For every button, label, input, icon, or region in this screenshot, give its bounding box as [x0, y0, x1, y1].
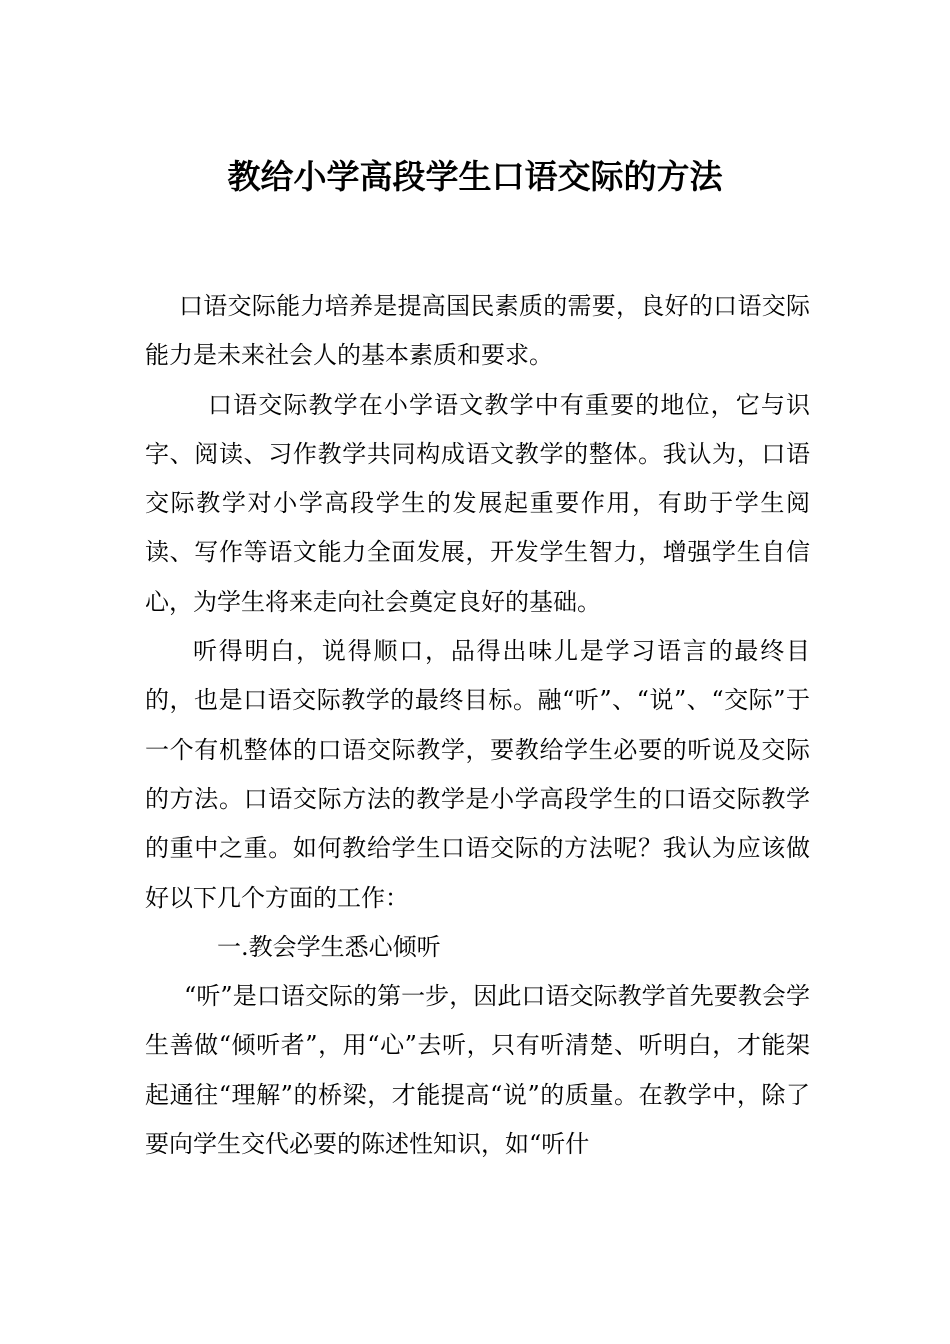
paragraph-4: “听”是口语交际的第一步，因此口语交际教学首先要教会学生善做“倾听者”，用“心”去听，只有听清楚、听明白，才能架起通往“理解”的桥梁，才能提高“说”的质量。在教学中，除了要向学生交代必要的陈述性知识，如“听什	[145, 982, 810, 1159]
paragraph-3: 听得明白，说得顺口，品得出味儿是学习语言的最终目的，也是口语交际教学的最终目标。融“听”、“说”、“交际”于一个有机整体的口语交际教学，要教给学生必要的听说及交际的方法。口语交际方法的教学是小学高段学生的口语交际教学的重中之重。如何教给学生口语交际的方法呢？我认为应该做好以下几个方面的工作：	[145, 637, 810, 912]
document-title: 教给小学高段学生口语交际的方法	[227, 157, 723, 196]
paragraph-1: 口语交际能力培养是提高国民素质的需要，良好的口语交际能力是未来社会人的基本素质和要求。	[145, 292, 810, 370]
document-body	[145, 282, 810, 1169]
section-heading: 一.教会学生悉心倾听	[217, 932, 441, 961]
paragraph-2: 口语交际教学在小学语文教学中有重要的地位，它与识字、阅读、习作教学共同构成语文教学的整体。我认为，口语交际教学对小学高段学生的发展起重要作用，有助于学生阅读、写作等语文能力全面发展，开发学生智力，增强学生自信心，为学生将来走向社会奠定良好的基础。	[145, 390, 810, 616]
